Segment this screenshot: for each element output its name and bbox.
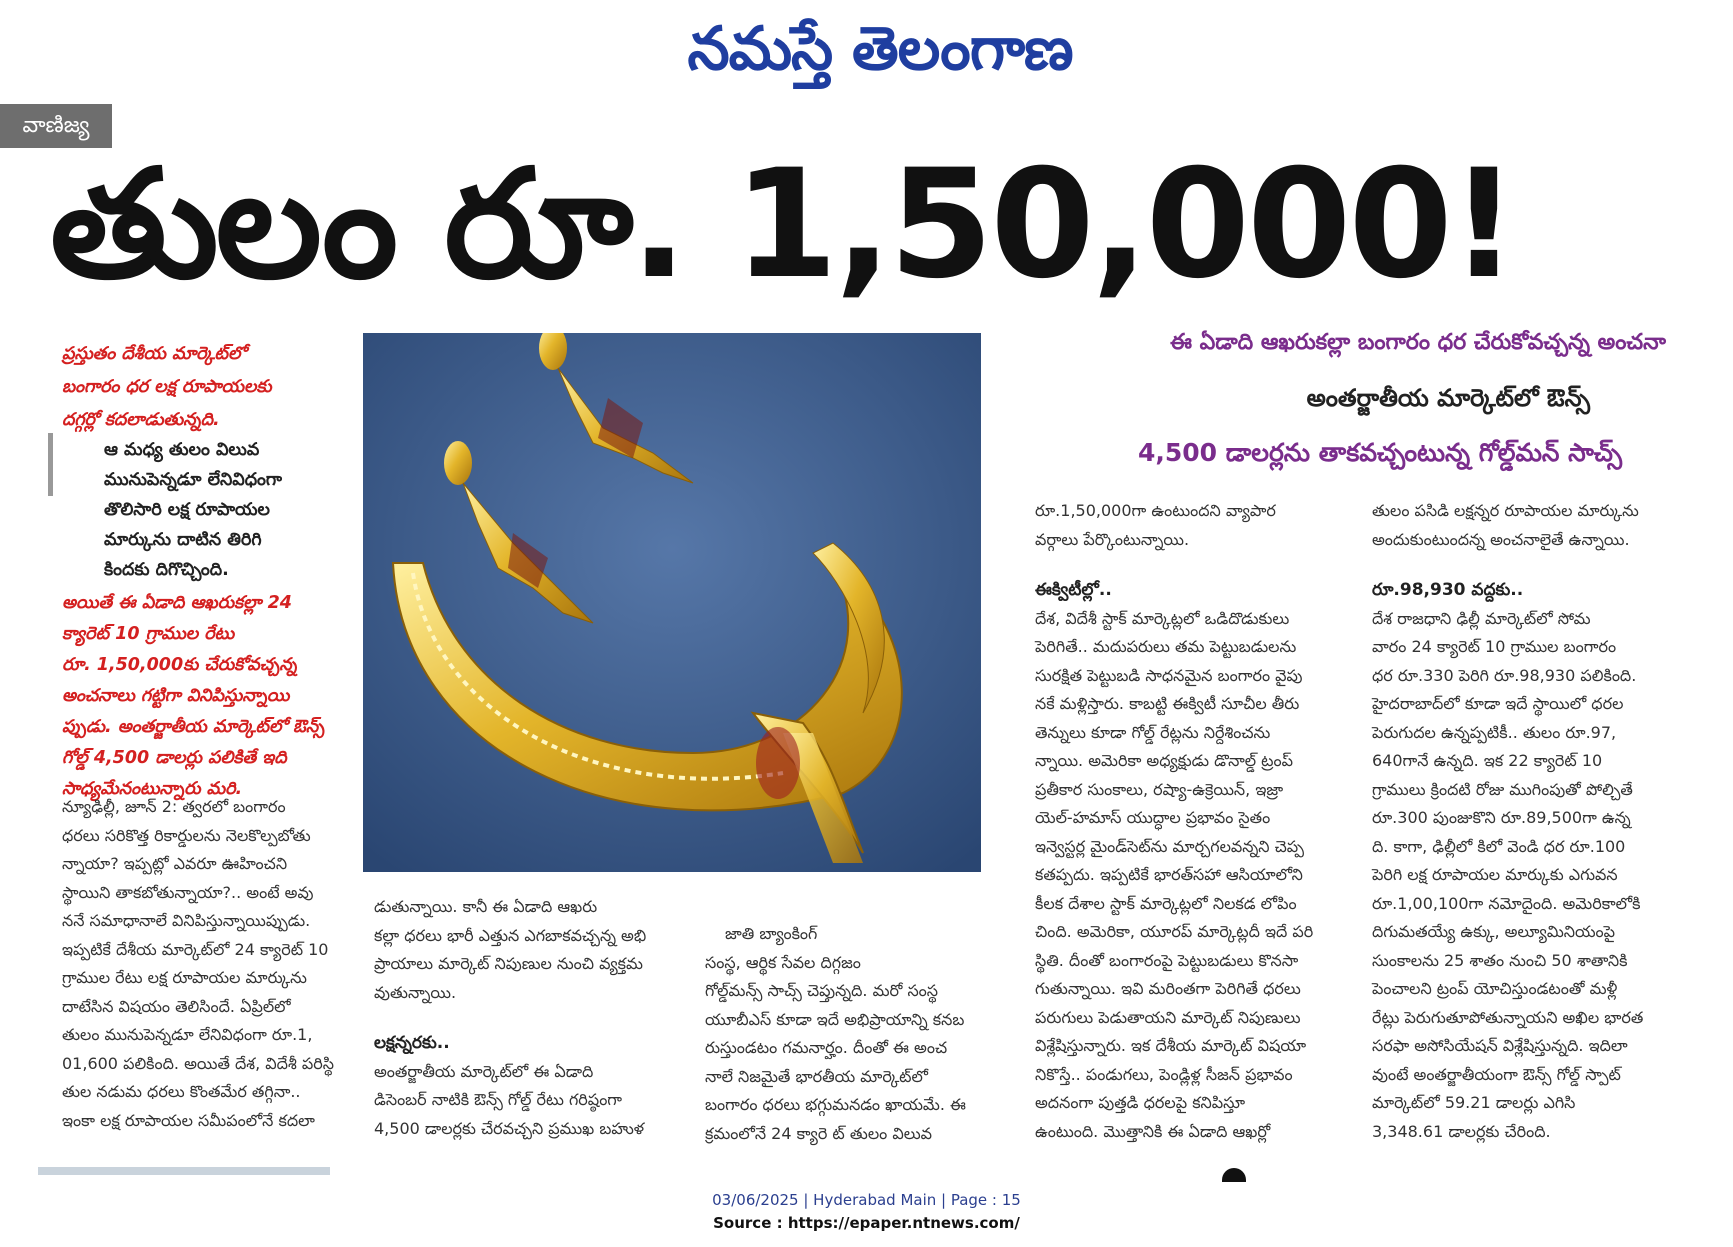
column-subhead: రూ.98,930 వద్దకు..: [1372, 580, 1524, 600]
text-line: న్నాయి. అమెరికా అధ్యక్షుడు డొనాల్డ్ ట్రంప్: [1035, 751, 1293, 770]
text-line: యెల్-హమాస్ యుద్ధాల ప్రభావం సైతం: [1035, 808, 1271, 827]
intro-block: [62, 338, 362, 437]
article-column-5: [1372, 497, 1672, 1146]
text-line: దిగుమతయ్యే ఉక్కు, అల్యూమినియంపై: [1372, 922, 1616, 941]
text-line: సంస్థ, ఆర్థిక సేవల దిగ్గజం: [705, 952, 861, 972]
text-line: నికొస్తే.. పండుగలు, పెండ్లిళ్ల సీజన్ ప్రభావం: [1035, 1064, 1293, 1084]
tagline-2: అంతర్జాతీయ మార్కెట్‌లో ఔన్స్: [1306, 384, 1590, 412]
text-line: వర్గాలు పేర్కొంటున్నాయి.: [1035, 529, 1190, 549]
red-line: గోల్డ్ 4,500 డాలర్లు పలికితే ఇది: [62, 748, 287, 768]
text-line: పెరుగుదల ఉన్నప్పటికీ.. తులం రూ.97,: [1372, 722, 1617, 742]
text-line: రూ.1,00,100గా నమోదైంది. అమెరికాలోకి: [1372, 893, 1641, 913]
text-line: డుతున్నాయి. కానీ ఈ ఏడాది ఆఖరు: [374, 897, 598, 916]
text-line: స్థితి. దీంతో బంగారంపై పెట్టుబడులు కొనసా: [1035, 950, 1299, 970]
text-line: న్నాయా? ఇప్పట్లో ఎవరూ ఊహించని: [62, 854, 288, 873]
quote-line: ఆ మధ్య తులం విలువ: [104, 440, 260, 460]
text-line: సురక్షిత పెట్టుబడి సాధనమైన బంగారం వైపు: [1035, 665, 1303, 685]
text-line: ఇన్వెస్టర్ల మైండ్‌సెట్‌ను మార్చగలవన్నని చెప్ప: [1035, 836, 1304, 856]
masthead-logo: నమస్తే తెలంగాణ: [687, 14, 1073, 84]
text-line: డిసెంబర్ నాటికి ఔన్స్ గోల్డ్ రేటు గరిష్ఠంగా: [374, 1090, 623, 1109]
text-line: గ్రాముల రేటు లక్ష రూపాయల మార్కును: [62, 968, 307, 987]
red-line: అయితే ఈ ఏడాది ఆఖరుకల్లా 24: [62, 593, 292, 613]
text-line: నకే మళ్లిస్తారు. కాబట్టి ఈక్విటీ సూచీల తీరు: [1035, 694, 1300, 713]
tagline-1: ఈ ఏడాది ఆఖరుకల్లా బంగారం ధర చేరుకోవచ్చన్న అంచనా: [1170, 330, 1666, 355]
red-line: ప్పుడు. అంతర్జాతీయ మార్కెట్‌లో ఔన్స్: [62, 717, 325, 737]
quote-rule: [48, 433, 53, 496]
text-line: ఇప్పటికే దేశీయ మార్కెట్‌లో 24 క్యారెట్ 10: [62, 939, 329, 959]
text-line: ప్రతీకార సుంకాలు, రష్యా-ఉక్రెయిన్, ఇజ్రా: [1035, 779, 1284, 799]
text-line: 640గానే ఉన్నది. ఇక 22 క్యారెట్ 10: [1372, 751, 1603, 770]
quote-line: కిందకు దిగొచ్చింది.: [104, 560, 229, 580]
text-line: కల్లా ధరలు భారీ ఎత్తున ఎగబాకవచ్చన్న అభి: [374, 925, 647, 945]
article-column-2: [374, 893, 690, 1143]
text-line: ఉంటుంది. మొత్తానికి ఈ ఏడాది ఆఖర్లో: [1035, 1121, 1271, 1141]
text-line: తులం పసిడి లక్షన్నర రూపాయల మార్కును: [1372, 501, 1639, 520]
text-line: కతప్పదు. ఇప్పటికే భారత్‌సహా ఆసియాలోని: [1035, 865, 1303, 884]
quote-line: మునుపెన్నడూ లేనివిధంగా: [104, 470, 283, 490]
text-line: దేశ రాజధాని ఢిల్లీ మార్కెట్‌లో సోమ: [1372, 608, 1591, 628]
red-line: క్యారెట్ 10 గ్రాముల రేటు: [62, 624, 235, 644]
text-line: ధరలు సరికొత్త రికార్డులను నెలకొల్పబోతు: [62, 825, 311, 845]
text-line: తులం మునుపెన్నడూ లేనివిధంగా రూ.1,: [62, 1025, 313, 1044]
red-paragraph: [62, 588, 362, 805]
text-line: అదనంగా పుత్తడి ధరలపై కనిపిస్తూ: [1035, 1093, 1246, 1112]
text-line: రూ.1,50,000గా ఉంటుందని వ్యాపార: [1035, 501, 1276, 520]
text-line: పరుగులు పెడుతాయని మార్కెట్ నిపుణులు: [1035, 1007, 1301, 1027]
footer-source[interactable]: Source : https://epaper.ntnews.com/: [713, 1214, 1020, 1232]
gold-jewellery-photo: [363, 333, 981, 872]
footer-dateline: 03/06/2025 | Hyderabad Main | Page : 15: [712, 1191, 1021, 1209]
text-line: వుతున్నాయి.: [374, 982, 457, 1002]
text-line: సరఫా అసోసియేషన్ విశ్లేషిస్తున్నది. ఇదిలా: [1372, 1036, 1628, 1055]
text-line: దేశ, విదేశీ స్టాక్ మార్కెట్లలో ఒడిదొడుకులు: [1035, 608, 1290, 628]
text-line: పెరిగితే.. మదుపరులు తమ పెట్టుబడులను: [1035, 637, 1297, 656]
text-line: మార్కెట్‌లో 59.21 డాలర్లు ఎగిసి: [1372, 1093, 1576, 1112]
text-line: విశ్లేషిస్తున్నారు. ఇక దేశీయ మార్కెట్ విషయా: [1035, 1036, 1307, 1055]
text-line: పెరిగి లక్ష రూపాయల మార్కుకు ఎగువన: [1372, 865, 1618, 884]
text-line: రూ.300 పుంజుకొని రూ.89,500గా ఉన్న: [1372, 808, 1631, 827]
column-subhead: ఈక్విటీల్లో..: [1035, 580, 1112, 600]
article-column-3: [705, 920, 1007, 1148]
text-line: ఇంకా లక్ష రూపాయల సమీపంలోనే కదలా: [62, 1110, 315, 1130]
ad-strip-edge: [38, 1167, 330, 1175]
text-line: ప్రాయాలు మార్కెట్ నిపుణుల నుంచి వ్యక్తమ: [374, 954, 643, 973]
text-line: పెంచాలని ట్రంప్ యోచిస్తుండటంతో మళ్లీ: [1372, 979, 1618, 998]
text-line: రేట్లు పెరుగుతూపోతున్నాయని అఖిల భారత: [1372, 1007, 1644, 1027]
text-line: దాటేసిన విషయం తెలిసిందే. ఏప్రిల్‌లో: [62, 996, 291, 1016]
red-line: సాధ్యమేనంటున్నారు మరి.: [62, 779, 243, 799]
text-line: వారం 24 క్యారెట్ 10 గ్రాముల బంగారం: [1372, 637, 1617, 656]
text-line: గ్రాములు క్రిందటి రోజు ముగింపుతో పోల్చితే: [1372, 779, 1633, 799]
red-line: అంచనాలు గట్టిగా వినిపిస్తున్నాయి: [62, 686, 290, 706]
pull-quote: [104, 435, 354, 585]
text-line: సుంకాలను 25 శాతం నుంచి 50 శాతానికి: [1372, 950, 1628, 970]
text-line: నాలే నిజమైతే భారతీయ మార్కెట్‌లో: [705, 1066, 928, 1086]
text-line: ధర రూ.330 పెరిగి రూ.98,930 పలికింది.: [1372, 665, 1637, 685]
text-line: హైదరాబాద్‌లో కూడా ఇదే స్థాయిలో ధరల: [1372, 694, 1624, 713]
text-line: ది. కాగా, ఢిల్లీలో కిలో వెండి ధర రూ.100: [1372, 836, 1626, 856]
text-line: స్థాయిని తాకబోతున్నాయా?.. అంటే అవు: [62, 882, 314, 902]
intro-line: దగ్గర్లో కదలాడుతున్నది.: [62, 410, 220, 430]
text-line: బంగారం ధరలు భగ్గుమనడం ఖాయమే. ఈ: [705, 1095, 966, 1114]
necklace-illustration: [363, 333, 981, 872]
red-line: రూ. 1,50,000కు చేరుకోవచ్చన్న: [62, 655, 297, 675]
text-line: జాతి బ్యాంకింగ్: [725, 924, 818, 943]
intro-line: బంగారం ధర లక్ష రూపాయలకు: [62, 377, 272, 397]
text-line: గుతున్నాయి. ఇవి మరింతగా పెరిగితే ధరలు: [1035, 979, 1301, 998]
text-line: రుస్తుండటం గమనార్హం. దీంతో ఈ అంచ: [705, 1038, 948, 1057]
text-line: అందుకుంటుందన్న అంచనాలైతే ఉన్నాయి.: [1372, 529, 1630, 549]
column-subhead: లక్షన్నరకు..: [374, 1033, 450, 1053]
text-line: న్యూఢిల్లీ, జూన్ 2: త్వరలో బంగారం: [62, 797, 286, 816]
text-line: ననే సమాధానాలే వినిపిస్తున్నాయిప్పుడు.: [62, 911, 311, 930]
text-line: యూబీఎస్ కూడా ఇదే అభిప్రాయాన్ని కనబ: [705, 1009, 965, 1029]
text-line: 01,600 పలికింది. అయితే దేశ, విదేశీ పరిస్థి: [62, 1053, 334, 1073]
text-line: క్రమంలోనే 24 క్యారె ట్ తులం విలువ: [705, 1123, 932, 1143]
text-line: చింది. అమెరికా, యూరప్ మార్కెట్లదీ ఇదే పరి: [1035, 922, 1314, 941]
text-line: గోల్డ్‌మన్స్ సాచ్స్ చెప్తున్నది. మరో సంస్థ: [705, 981, 939, 1000]
text-line: తెన్నులు కూడా గోల్డ్ రేట్లను నిర్దేశించను: [1035, 722, 1271, 742]
page-headline: తులం రూ. 1,50,000!: [50, 138, 1516, 312]
article-column-1: [62, 793, 360, 1135]
ad-corner-mark: [1222, 1168, 1246, 1182]
quote-line: తొలిసారి లక్ష రూపాయల: [104, 500, 270, 520]
article-column-4: [1035, 497, 1335, 1146]
tagline-3: 4,500 డాలర్లను తాకవచ్చంటున్న గోల్డ్‌మన్ సాచ్స్: [1137, 438, 1622, 467]
text-line: 4,500 డాలర్లకు చేరవచ్చని ప్రముఖ బహుళ: [374, 1118, 645, 1138]
intro-line: ప్రస్తుతం దేశీయ మార్కెట్‌లో: [62, 344, 247, 364]
text-line: తుల నడుమ ధరలు కొంతమేర తగ్గినా..: [62, 1082, 301, 1101]
text-line: వుంటే అంతర్జాతీయంగా ఔన్స్ గోల్డ్ స్పాట్: [1372, 1064, 1621, 1084]
quote-line: మార్కును దాటిన తిరిగి: [104, 530, 262, 550]
text-line: 3,348.61 డాలర్లకు చేరింది.: [1372, 1121, 1551, 1141]
text-line: అంతర్జాతీయ మార్కెట్‌లో ఈ ఏడాది: [374, 1061, 594, 1081]
text-line: కీలక దేశాల స్టాక్ మార్కెట్లలో నిలకడ లోపిం: [1035, 893, 1297, 913]
section-tag: వాణిజ్య: [0, 104, 112, 148]
